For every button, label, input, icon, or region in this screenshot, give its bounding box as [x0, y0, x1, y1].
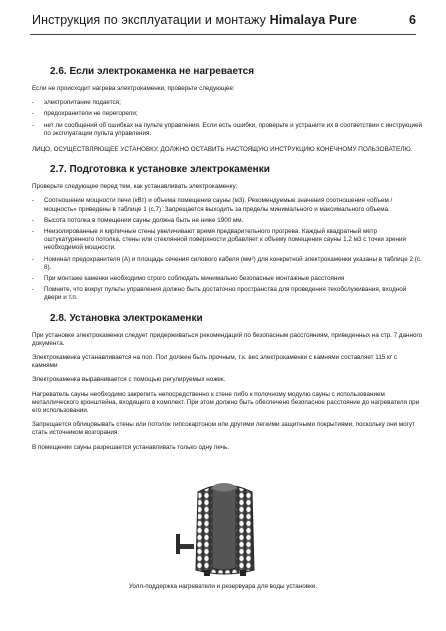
- paragraph: Электрокаменка выравнивается с помощью регулируемых ножек.: [32, 376, 226, 384]
- heater-illustration: [168, 478, 280, 578]
- figure-caption: Уолл-поддержка нагреватели и резервуара для воды установки.: [128, 583, 318, 590]
- paragraph: Запрещается облицовывать стены или потолок гипсокартоном или другими легкими защитными покрытиями, поскольку они могут стать источником возгорания.: [32, 421, 415, 437]
- section-2-7: [32, 164, 424, 302]
- paragraph: Нагреватель сауны необходимо закрепить непосредственно к стене либо к полочному модулю сауны с использованием металлического кронштейна, входящего в комплект. При этом должно быть обеспечено безопасное расстояние до нагревателя при его использовании.: [32, 390, 420, 415]
- section-2-8: [32, 313, 424, 452]
- list-item: - Соотношение мощности печи (кВт) и объема помещения сауны (м3). Рекомендуемые значения соотношения «объем / мощность» приведены в таблице 1 (с.7). Запрещается выходить за пределы минимального и максимального объема.: [32, 197, 393, 213]
- section-heading: 2.7. Подготовка к установке электрокаменки: [50, 164, 270, 176]
- heater-icon: [168, 478, 280, 578]
- header-divider: [30, 34, 416, 35]
- header-title-regular: Инструкция по эксплуатации и монтажу: [32, 13, 270, 27]
- installer-note: ЛИЦО, ОСУЩЕСТВЛЯЮЩЕЕ УСТАНОВКУ, ДОЛЖНО ОСТАВИТЬ НАСТОЯЩУЮ ИНСТРУКЦИЮ КОНЕЧНОМУ ПОЛЬЗОВАТЕЛЮ.: [32, 146, 413, 154]
- paragraph: При установке электрокаменки следует придерживаться рекомендаций по безопасным расстояниям, приведенных на стр. 7 данного документа.: [32, 331, 423, 347]
- list-item: - При монтаже каменки необходимо строго соблюдать минимально безопасные монтажные расстояния: [32, 275, 345, 283]
- checklist: [32, 197, 424, 302]
- list-item: - нет ли сообщений об ошибках на пульте управления. Если есть ошибки, проверьте и устраните их в соответствии с инструкцией по эксплуатации пульта управления.: [32, 121, 423, 137]
- list-item: - электропитание подается;: [32, 99, 121, 107]
- section-intro: Проверьте следующее перед тем, как устанавливать электрокаменку:: [32, 183, 238, 191]
- section-intro: Если не происходит нагрева электрокаменки, проверьте следующее:: [32, 85, 235, 92]
- section-heading: 2.8. Установка электрокаменки: [50, 312, 203, 324]
- list-item: - Высота потолка в помещении сауны должна быть не ниже 1900 мм.: [32, 216, 244, 224]
- header-title-brand: Himalaya Pure: [269, 13, 358, 27]
- section-heading: 2.6. Если электрокаменка не нагревается: [50, 66, 255, 77]
- section-2-6: [32, 66, 424, 154]
- list-item: - Помните, что вокруг пульты управления должно быть достаточно пространства для проведения техобслуживания, входной двери и т.п.: [32, 286, 407, 302]
- page-number: 6: [409, 13, 416, 27]
- paragraph: Электрокаменка устанавливается на пол. Пол должен быть прочным, т.к. вес электрокаменки с камнями составляет 115 кг с камнями: [32, 354, 398, 370]
- checklist: [32, 99, 424, 138]
- list-item: - предохранители не перегорели;: [32, 110, 138, 118]
- header-title: [32, 13, 357, 27]
- list-item: - Номинал предохранителя (А) и площадь сечения силового кабеля (мм²) для конкретной электрокаменки указаны в таблице 2 (с. 8).: [32, 255, 422, 271]
- list-item: - Неизолированные и кирпичные стены увеличивают время предварительного прогрева. Каждый квадратный метр оштукатуренного потолка, стены или стеклянной поверхности добавляет к объему помещения сауны 1,2 м3 с точки зрения необходимой мощности.: [32, 228, 406, 252]
- page-content: [32, 66, 424, 462]
- page-header: [0, 0, 446, 30]
- paragraph: В помещении сауны разрешается устанавливать только одну печь.: [32, 443, 229, 451]
